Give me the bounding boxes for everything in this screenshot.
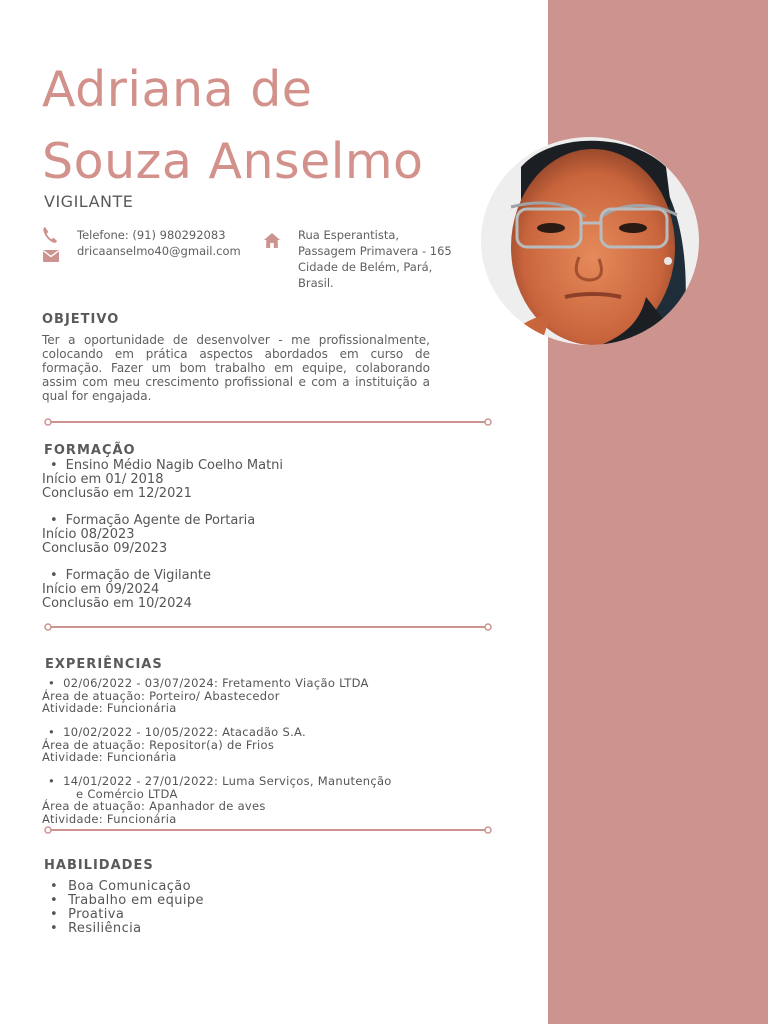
list-item: • Proativa: [50, 908, 204, 922]
email-text: dricaanselmo40@gmail.com: [77, 244, 241, 258]
experience-title: EXPERIÊNCIAS: [45, 657, 163, 672]
section-divider: [44, 826, 492, 834]
phone-icon: [42, 226, 58, 244]
email-icon: [43, 247, 59, 259]
home-icon: [263, 232, 281, 249]
section-divider: [44, 418, 492, 426]
experience-item: • 02/06/2022 - 03/07/2024: Fretamento Viação LTDA Área de atuação: Porteiro/ Abastecedor Atividade: Funcionária: [42, 677, 369, 715]
experience-item: • 14/01/2022 - 27/01/2022: Luma Serviços, Manutenção e Comércio LTDA Área de atuação: Apanhador de aves Atividade: Funcionária: [42, 775, 392, 825]
list-item: • Resiliência: [50, 922, 204, 936]
education-item: • Formação Agente de Portaria Início 08/2023 Conclusão 09/2023: [42, 514, 255, 556]
phone-text: Telefone: (91) 980292083: [77, 228, 226, 242]
job-title: VIGILANTE: [44, 192, 134, 211]
experience-item: • 10/02/2022 - 10/05/2022: Atacadão S.A. Área de atuação: Repositor(a) de Frios Atividade: Funcionária: [42, 726, 306, 764]
education-item: • Formação de Vigilante Início em 09/2024 Conclusão em 10/2024: [42, 569, 211, 611]
skills-list: [50, 880, 204, 936]
education-item: • Ensino Médio Nagib Coelho Matni Início em 01/ 2018 Conclusão em 12/2021: [42, 459, 283, 501]
resume-name: Adriana de Souza Anselmo: [42, 61, 424, 190]
section-divider: [44, 623, 492, 631]
profile-photo: [481, 137, 699, 345]
objective-title: OBJETIVO: [42, 312, 120, 327]
education-title: FORMAÇÃO: [44, 443, 136, 458]
address-text: Rua Esperantista, Passagem Primavera - 165 Cidade de Belém, Pará, Brasil.: [298, 228, 452, 290]
skills-title: HABILIDADES: [44, 858, 154, 873]
list-item: • Trabalho em equipe: [50, 894, 204, 908]
objective-text: Ter a oportunidade de desenvolver - me profissionalmente, colocando em prática aspectos abordados em curso de formação. Fazer um bom trabalho em equipe, colaborando assim com meu crescimento profissional e com a instituição a qual for engajada.: [42, 333, 430, 403]
list-item: • Boa Comunicação: [50, 880, 204, 894]
